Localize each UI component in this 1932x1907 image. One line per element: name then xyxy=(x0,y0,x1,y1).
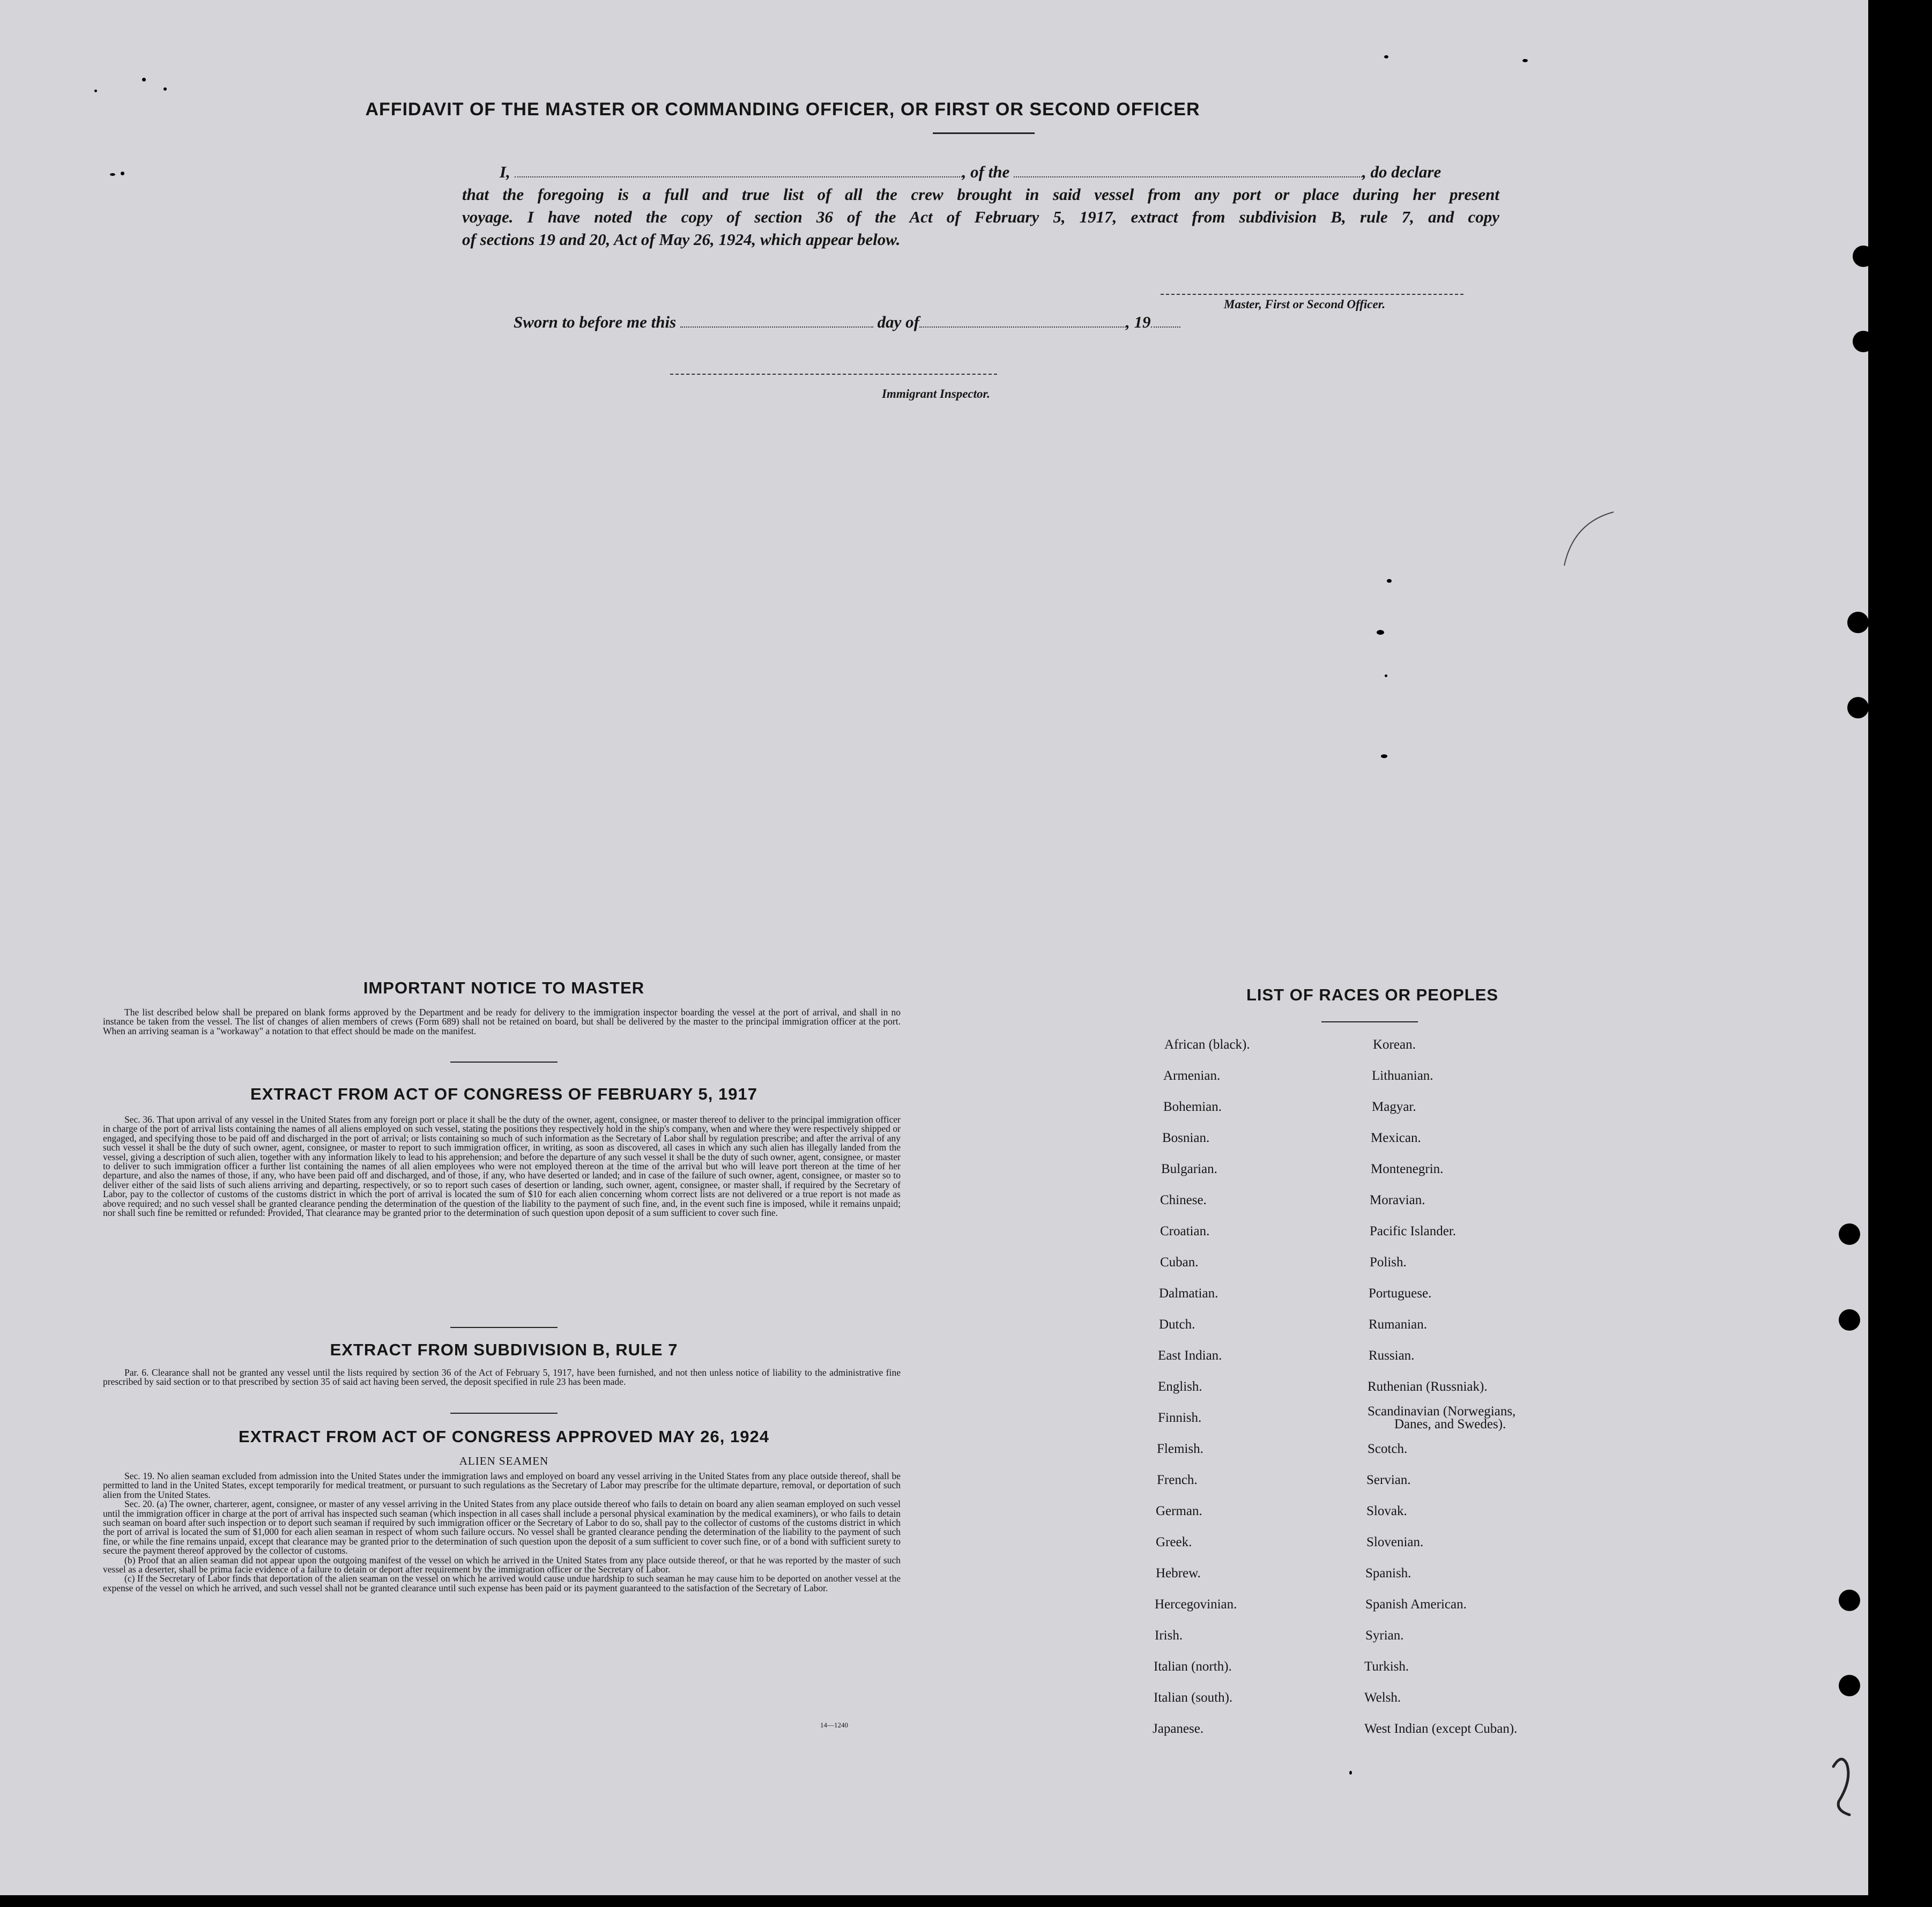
declaration-do-declare: , do declare xyxy=(1362,162,1441,181)
race-item-multiline xyxy=(1364,1403,1517,1434)
declaration-line-4: of sections 19 and 20, Act of May 26, 1924, which appear below. xyxy=(462,230,901,249)
race-item: Korean. xyxy=(1373,1037,1416,1052)
title-divider xyxy=(933,132,1035,134)
race-item: Chinese. xyxy=(1160,1193,1207,1207)
declaration-line-1 xyxy=(462,161,1499,183)
ink-speck xyxy=(1384,55,1388,58)
ink-speck xyxy=(164,87,167,91)
race-item: German. xyxy=(1156,1504,1202,1518)
race-item: East Indian. xyxy=(1158,1348,1222,1363)
sec-20a: Sec. 20. (a) The owner, charterer, agent, consignee, or master of any vessel arriving in the United States from any place outside thereof who fails to detain on board any alien seaman employed on such vessel until the immigration officer in charge at the port of arrival has inspected such seaman (which inspection in all cases shall include a personal physical examination by the medical examiners), or who fails to detain such seaman on board after such inspection or to deport such seaman if required by such immigration officer or the Secretary of Labor to do so, shall pay to the collector of customs of the customs district in which the port of arrival is located the sum of $1,000 for each alien seaman in respect of whom such failure occurs. No vessel shall be granted clearance pending the determination of the liability to the payment of such fine, or while the fine remains unpaid, except that clearance may be granted prior to the determination of such question upon the deposit of a sum sufficient to cover such fine, or of a bond with sufficient surety to secure the payment thereof approved by the collector of customs. xyxy=(103,1498,901,1556)
affidavit-title: AFFIDAVIT OF THE MASTER OR COMMANDING OFFICER, OR FIRST OR SECOND OFFICER xyxy=(365,99,1200,120)
race-item: Finnish. xyxy=(1158,1411,1202,1425)
race-item-continuation: Danes, and Swedes). xyxy=(1394,1417,1506,1431)
race-item: Moravian. xyxy=(1370,1193,1425,1207)
races-left-column xyxy=(1153,1029,1250,1745)
race-item: Russian. xyxy=(1369,1348,1415,1363)
extract-1917-body: Sec. 36. That upon arrival of any vessel in the United States from any foreign port or place it shall be the duty of the owner, agent, consignee, or master thereof to deliver to the principal immigration officer in charge of the port of arrival lists containing the names of all aliens employed on such vessel, stating the positions they respectively hold in the ship's company, when and where they were respectively shipped or engaged, and specifying those to be paid off and discharged in the port of arrival; or lists containing so much of such information as the Secretary of Labor shall by regulation prescribe; and after the arrival of any such vessel it shall be the duty of such owner, agent, consignee, or master to report to such immigration officer, in writing, as soon as discovered, all cases in which any such alien has illegally landed from the vessel, giving a description of such alien, together with any information likely to lead to his apprehension; and before the departure of any such vessel it shall be the duty of such owner, agent, consignee, or master to deliver to such immigration officer a further list containing the names of all alien employees who were not employed thereon at the time of the arrival but who will leave port thereon at the time of her departure, and also the names of those, if any, who have been paid off and discharged, and of those, if any, who have deserted or landed; and in case of the failure of such owner, agent, consignee, or master so to deliver either of the said lists of such aliens arriving and departing, respectively, or so to report such cases of desertion or landing, such owner, agent, consignee, or master shall, if required by the Secretary of Labor, pay to the collector of customs of the customs district in which the port of arrival is located the sum of $10 for each alien concerning whom correct lists are not delivered or a true report is not made as above required; and no such vessel shall be granted clearance pending the determination of the question of the liability to the payment of such fine, and, in the event such fine is imposed, while it remains unpaid; nor shall such fine be remitted or refunded: Provided, That clearance may be granted prior to the determination of such question upon deposit of a sum sufficient to cover such fine. xyxy=(103,1114,901,1219)
extract-1917-divider xyxy=(450,1327,558,1328)
punch-hole-icon xyxy=(1853,246,1868,267)
race-item: Scotch. xyxy=(1368,1442,1408,1456)
ink-speck xyxy=(142,78,146,81)
extract-1924-body xyxy=(103,1472,901,1593)
sec-19: Sec. 19. No alien seaman excluded from admission into the United States under the immigration laws and employed on board any vessel arriving in the United States from any place outside thereof, shall be permitted to land in the United States, except temporarily for medical treatment, or pursuant to such regulations as the Secretary of Labor may prescribe for the ultimate departure, removal, or deportation of such alien from the United States. xyxy=(103,1471,901,1500)
race-item: Polish. xyxy=(1370,1255,1407,1270)
declaration-of-the: , of the xyxy=(962,162,1010,181)
notice-divider xyxy=(450,1062,558,1063)
master-signature-caption: Master, First or Second Officer. xyxy=(1224,298,1386,311)
race-item: English. xyxy=(1158,1379,1202,1394)
race-item: Dutch. xyxy=(1159,1317,1195,1332)
race-item: Spanish American. xyxy=(1365,1597,1467,1612)
race-item: Turkish. xyxy=(1364,1659,1409,1674)
race-item: Servian. xyxy=(1366,1473,1411,1487)
declaration-i: I, xyxy=(500,162,510,181)
race-item: Portuguese. xyxy=(1369,1286,1432,1301)
alien-seamen-subtitle: ALIEN SEAMEN xyxy=(459,1455,549,1467)
declaration-line-3: voyage. I have noted the copy of section 36 of the Act of February 5, 1917, extract from subdivision B, rule 7, and copy xyxy=(462,207,1499,226)
inspector-signature-line[interactable] xyxy=(670,374,997,375)
race-item: Armenian. xyxy=(1163,1068,1221,1083)
race-item: Bohemian. xyxy=(1163,1100,1222,1114)
sworn-year-label: , 19 xyxy=(1126,313,1151,331)
race-item: Mexican. xyxy=(1371,1131,1421,1145)
race-item: Syrian. xyxy=(1365,1628,1404,1643)
inspector-caption: Immigrant Inspector. xyxy=(882,387,990,400)
ink-speck xyxy=(1381,754,1387,758)
rule7-title: EXTRACT FROM SUBDIVISION B, RULE 7 xyxy=(330,1340,678,1359)
sworn-day-blank[interactable] xyxy=(680,327,873,328)
ink-speck xyxy=(1387,579,1392,583)
race-item: Flemish. xyxy=(1157,1442,1203,1456)
form-number: 14—1240 xyxy=(820,1721,848,1729)
races-right-column xyxy=(1364,1029,1517,1745)
vessel-blank[interactable] xyxy=(1014,176,1362,177)
ink-speck xyxy=(1522,59,1528,62)
punch-hole-icon xyxy=(1847,612,1868,633)
sworn-day-label: day of xyxy=(877,313,919,331)
race-item: Greek. xyxy=(1156,1535,1192,1549)
sec-20c: (c) If the Secretary of Labor finds that deportation of the alien seaman on the vessel on which he arrived would cause undue hardship to such seaman he may cause him to be deported on another vessel at the expense of the vessel on which he arrived, and such vessel shall not be granted clearance until such expense has been paid or its payment guaranteed to the satisfaction of the Secretary of Labor. xyxy=(103,1573,901,1593)
race-item: Magyar. xyxy=(1372,1100,1416,1114)
extract-1917-title: EXTRACT FROM ACT OF CONGRESS OF FEBRUARY 5, 1917 xyxy=(250,1085,757,1103)
race-item: Pacific Islander. xyxy=(1370,1224,1457,1238)
extract-1924-title: EXTRACT FROM ACT OF CONGRESS APPROVED MAY 26, 1924 xyxy=(239,1427,769,1446)
race-item: Welsh. xyxy=(1364,1690,1401,1705)
ink-speck xyxy=(94,90,97,92)
race-item: Montenegrin. xyxy=(1371,1162,1444,1176)
ink-speck xyxy=(121,172,124,175)
races-title: LIST OF RACES OR PEOPLES xyxy=(1246,985,1499,1004)
races-divider xyxy=(1321,1021,1418,1022)
race-item: Japanese. xyxy=(1153,1722,1204,1736)
race-item: Bulgarian. xyxy=(1161,1162,1217,1176)
rule7-divider xyxy=(450,1413,558,1414)
rule7-body: Par. 6. Clearance shall not be granted any vessel until the lists required by section 36 of the Act of February 5, 1917, have been furnished, and not then unless notice of liability to the administrative fine prescribed by said section or to that prescribed by section 35 of said act having been served, the deposit specified in rule 23 has been made. xyxy=(103,1367,901,1387)
race-item: Rumanian. xyxy=(1369,1317,1428,1332)
race-item: Lithuanian. xyxy=(1372,1068,1433,1083)
sworn-label: Sworn to before me this xyxy=(514,313,677,331)
race-item: African (black). xyxy=(1164,1037,1250,1052)
punch-hole-icon xyxy=(1839,1223,1860,1245)
race-item: Hebrew. xyxy=(1156,1566,1201,1580)
race-item: Slovak. xyxy=(1366,1504,1407,1518)
race-item: Slovenian. xyxy=(1366,1535,1424,1549)
punch-hole-icon xyxy=(1839,1590,1860,1611)
declaration-line-2: that the foregoing is a full and true list of all the crew brought in said vessel from any port or place during her present xyxy=(462,185,1499,204)
race-item: Italian (north). xyxy=(1154,1659,1232,1674)
sworn-year-blank[interactable] xyxy=(1151,327,1180,328)
notice-title: IMPORTANT NOTICE TO MASTER xyxy=(363,978,645,997)
ink-speck xyxy=(1349,1771,1352,1775)
sec-20b: (b) Proof that an alien seaman did not appear upon the outgoing manifest of the vessel on which he arrived in the United States from any place outside thereof, or that he was reported by the master of such vessel as a deserter, shall be prima facie evidence of a failure to detain or deport after requirement by the immigration officer or the Secretary of Labor. xyxy=(103,1554,901,1575)
race-item: Croatian. xyxy=(1160,1224,1210,1238)
race-item: Hercegovinian. xyxy=(1155,1597,1237,1612)
pencil-curve-mark xyxy=(1563,507,1627,571)
master-signature-line[interactable] xyxy=(1161,294,1463,295)
race-item: West Indian (except Cuban). xyxy=(1364,1722,1518,1736)
sworn-month-blank[interactable] xyxy=(919,327,1126,328)
ink-speck xyxy=(1385,674,1387,677)
race-item: Cuban. xyxy=(1160,1255,1199,1270)
name-blank[interactable] xyxy=(515,176,962,177)
race-item: Italian (south). xyxy=(1154,1690,1233,1705)
punch-hole-icon xyxy=(1839,1309,1860,1331)
race-item: Dalmatian. xyxy=(1159,1286,1218,1301)
race-item: Scandinavian (Norwegians, xyxy=(1368,1404,1516,1419)
ink-speck xyxy=(110,173,115,176)
notice-body: The list described below shall be prepared on blank forms approved by the Department and be ready for delivery to the immigration inspector boarding the vessel at the port of arrival, and shall in no instance be taken from the vessel. The list of changes of alien members of crews (Form 689) shall not be retained on board, but shall be delivered by the master to the principal immigration officer at the port. When an arriving seaman is a "workaway" a notation to that effect should be made on the manifest. xyxy=(103,1007,901,1036)
handwritten-number-mark xyxy=(1823,1750,1866,1826)
punch-hole-icon xyxy=(1853,331,1868,352)
race-item: Irish. xyxy=(1155,1628,1183,1643)
race-item: Ruthenian (Russniak). xyxy=(1368,1379,1488,1394)
sworn-line xyxy=(514,313,1180,332)
punch-hole-icon xyxy=(1847,697,1868,718)
ink-speck xyxy=(1377,630,1384,635)
declaration-block xyxy=(462,161,1499,251)
punch-hole-icon xyxy=(1839,1675,1860,1696)
race-item: Bosnian. xyxy=(1162,1131,1210,1145)
race-item: Spanish. xyxy=(1365,1566,1411,1580)
race-item: French. xyxy=(1157,1473,1198,1487)
